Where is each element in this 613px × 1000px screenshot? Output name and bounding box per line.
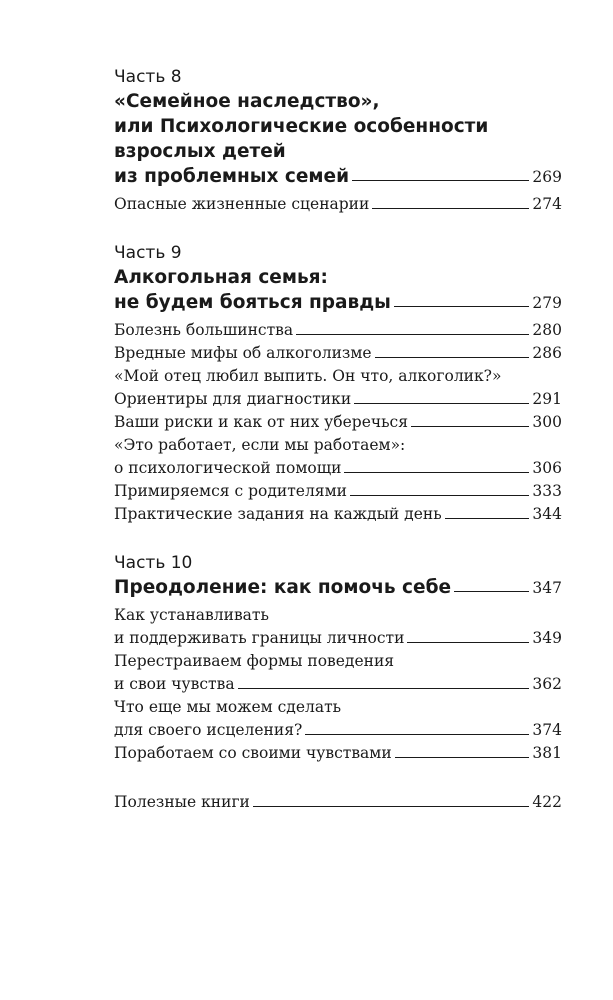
entry-text: и поддерживать границы личности [114,629,405,647]
page-number: 374 [532,721,562,739]
entry-line [114,457,562,480]
entry-text: Примиряемся с родителями [114,482,347,500]
entry-text: Вредные мифы об алкоголизме [114,344,372,362]
heading-line [114,114,562,139]
dot-leader [372,208,529,209]
heading-line [114,164,562,189]
part-heading [114,575,562,600]
heading-line [114,290,562,315]
dot-leader [344,472,529,473]
page-number: 381 [532,744,562,762]
entry-line [114,193,562,216]
page-number: 300 [532,413,562,431]
toc-entry[interactable] [114,480,562,503]
entry-text: Полезные книги [114,793,250,811]
heading-text: или Психологические особенности [114,116,489,137]
page-number: 344 [532,505,562,523]
entry-text: Болезнь большинства [114,321,294,339]
entry-line [114,411,562,434]
toc-entry[interactable] [114,342,562,365]
toc-entry[interactable] [114,604,562,650]
toc-entry[interactable] [114,193,562,216]
entry-line [114,742,562,765]
dot-leader [375,357,530,358]
page-number: 291 [532,390,562,408]
heading-line [114,139,562,164]
page-number: 274 [532,195,562,213]
toc-entry[interactable] [114,365,562,388]
entry-line [114,365,562,388]
dot-leader [445,518,530,519]
dot-leader [454,591,529,592]
entry-line [114,388,562,411]
entry-text: Что еще мы можем сделать [114,698,342,716]
entry-text: Как устанавливать [114,606,269,624]
toc-entry[interactable] [114,411,562,434]
entry-line [114,319,562,342]
toc-entry[interactable] [114,650,562,696]
page-number: 286 [532,344,562,362]
page-number: 306 [532,459,562,477]
dot-leader [253,806,530,807]
dot-leader [407,642,529,643]
part-heading [114,265,562,315]
page-number: 422 [532,793,562,811]
heading-text: Алкогольная семья: [114,267,328,288]
part-heading [114,89,562,189]
table-of-contents [114,66,562,814]
entry-text: Ваши риски и как от них уберечься [114,413,409,431]
dot-leader [350,495,529,496]
part-label: Часть 9 [114,243,182,263]
dot-leader [352,180,529,181]
page-number: 280 [532,321,562,339]
entry-text: «Мой отец любил выпить. Он что, алкоголик?» [114,367,502,385]
heading-line [114,89,562,114]
dot-leader [296,334,529,335]
toc-entry-useful-books[interactable] [114,791,562,814]
toc-entry[interactable] [114,696,562,742]
entry-text: Перестраиваем формы поведения [114,652,395,670]
page-number: 269 [532,168,562,186]
toc-entry[interactable] [114,742,562,765]
entry-text: Поработаем со своими чувствами [114,744,392,762]
page-number: 347 [532,579,562,597]
heading-text: взрослых детей [114,141,286,162]
part-9 [114,242,562,526]
dot-leader [394,306,530,307]
dot-leader [411,426,529,427]
entry-line [114,673,562,696]
entry-text: о психологической помощи [114,459,342,477]
entry-line [114,480,562,503]
entry-line [114,503,562,526]
dot-leader [305,734,529,735]
entry-line [114,650,562,673]
toc-entry[interactable] [114,434,562,480]
entry-text: Ориентиры для диагностики [114,390,352,408]
heading-text: «Семейное наследство», [114,91,380,112]
heading-text: не будем бояться правды [114,292,391,313]
entry-text: «Это работает, если мы работаем»: [114,436,406,454]
page-number: 362 [532,675,562,693]
heading-line [114,575,562,600]
entry-line [114,696,562,719]
dot-leader [395,757,530,758]
part-10 [114,552,562,765]
dot-leader [238,688,530,689]
page-number: 333 [532,482,562,500]
part-label: Часть 10 [114,553,193,573]
heading-text: из проблемных семей [114,166,350,187]
page-number: 279 [532,294,562,312]
toc-entry[interactable] [114,388,562,411]
entry-line [114,604,562,627]
entry-line [114,791,562,814]
toc-entry[interactable] [114,503,562,526]
dot-leader [354,403,529,404]
entry-text: и свои чувства [114,675,235,693]
part-8 [114,66,562,216]
entry-line [114,434,562,457]
entry-text: для своего исцеления? [114,721,303,739]
part-label: Часть 8 [114,67,182,87]
heading-text: Преодоление: как помочь себе [114,577,452,598]
entry-line [114,719,562,742]
toc-entry[interactable] [114,319,562,342]
page-number: 349 [532,629,562,647]
entry-line [114,342,562,365]
entry-text: Практические задания на каждый день [114,505,442,523]
heading-line [114,265,562,290]
entry-line [114,627,562,650]
entry-text: Опасные жизненные сценарии [114,195,370,213]
